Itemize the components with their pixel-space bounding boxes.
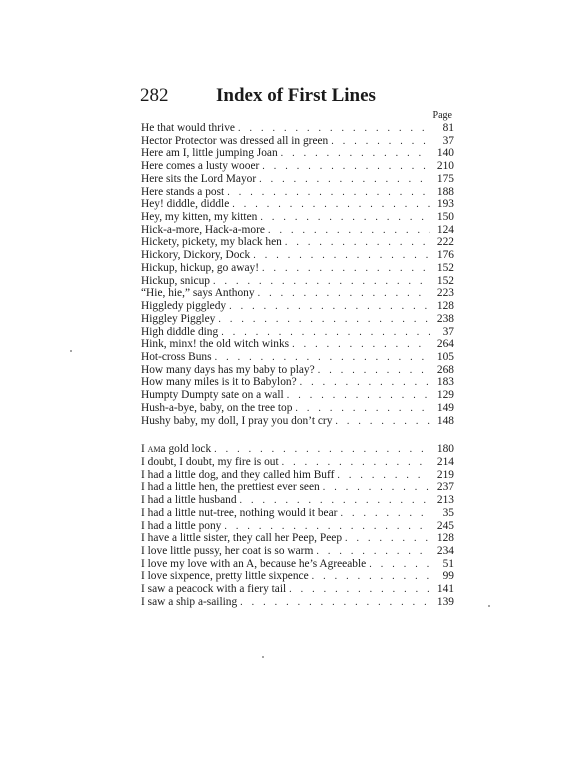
dot-leader	[309, 571, 430, 583]
scan-speck	[262, 656, 264, 658]
index-entry	[141, 147, 454, 160]
dot-leader	[320, 482, 430, 494]
index-entry	[141, 443, 454, 456]
index-entry	[141, 300, 454, 313]
index-entry	[141, 494, 454, 507]
index-entry	[141, 376, 454, 389]
entry-first-line: I saw a peacock with a fiery tail	[141, 583, 287, 596]
entry-page-number: 219	[436, 468, 454, 481]
entry-first-line: I had a little hen, the prettiest ever seen	[141, 481, 320, 494]
dot-leader	[278, 148, 430, 160]
dot-leader	[342, 533, 430, 545]
dot-leader	[257, 212, 430, 224]
entry-first-line: I had a little dog, and they called him Buff	[141, 468, 335, 481]
entry-first-line: Here comes a lusty wooer	[141, 160, 260, 173]
entry-page-number: 180	[436, 443, 454, 456]
entry-page-number: 214	[436, 455, 454, 468]
index-entry	[141, 249, 454, 262]
entry-page-number: 237	[436, 481, 454, 494]
index-entry	[141, 364, 454, 377]
entry-first-line: I love little pussy, her coat is so warm	[141, 545, 314, 557]
index-entry	[141, 122, 454, 135]
entry-first-line: I saw a ship a-sailing	[141, 595, 238, 608]
entry-page-number: 222	[436, 236, 454, 249]
index-entry	[141, 389, 454, 402]
dot-leader	[255, 288, 430, 300]
dot-leader	[259, 263, 430, 275]
dot-leader	[218, 327, 430, 339]
index-entry	[141, 456, 454, 469]
entry-first-line: “Hie, hie,” says Anthony	[141, 287, 255, 300]
entry-first-line: Hickory, Dickory, Dock	[141, 249, 251, 262]
entry-page-number: 188	[436, 185, 454, 198]
index-entry	[141, 211, 454, 224]
index-entry	[141, 173, 454, 186]
index-entry	[141, 262, 454, 275]
dot-leader	[215, 314, 430, 326]
index-entry	[141, 287, 454, 300]
dot-leader	[212, 352, 430, 364]
dot-leader	[279, 457, 430, 469]
entry-page-number: 238	[436, 312, 454, 325]
dot-leader	[221, 521, 430, 533]
entry-page-number: 183	[436, 376, 454, 389]
page-number: 282	[140, 85, 169, 106]
entry-first-line: Here sits the Lord Mayor	[141, 172, 257, 185]
index-entry	[141, 507, 454, 520]
entry-first-line: a gold lock	[160, 443, 212, 456]
index-entry	[141, 481, 454, 494]
index-entry	[141, 469, 454, 482]
dot-leader	[237, 495, 430, 507]
entry-page-number: 129	[436, 389, 454, 402]
entry-first-words: I am	[141, 443, 161, 456]
dot-leader	[334, 470, 430, 482]
entry-page-number: 141	[436, 583, 454, 596]
entry-first-line: I doubt, I doubt, my fire is out	[141, 455, 279, 468]
dot-leader	[337, 508, 430, 520]
scan-speck	[70, 350, 72, 352]
dot-leader	[284, 390, 430, 402]
dot-leader	[282, 237, 430, 249]
entry-first-line: Hey! diddle, diddle	[141, 198, 230, 211]
index-entry	[141, 415, 454, 428]
index-entry	[141, 236, 454, 249]
dot-leader	[229, 199, 430, 211]
index-entries	[141, 122, 454, 609]
entry-first-line: How many days has my baby to play?	[141, 363, 315, 376]
entry-first-line: Hushy baby, my doll, I pray you don’t cry	[141, 414, 333, 427]
page-title: Index of First Lines	[216, 85, 376, 106]
dot-leader	[292, 403, 430, 415]
index-entry	[141, 275, 454, 288]
entry-first-line: I love my love with an A, because he’s Agreeable	[141, 557, 367, 570]
entry-page-number: 35	[442, 506, 454, 519]
entry-page-number: 37	[442, 134, 454, 147]
entry-first-line: Hink, minx! the old witch winks	[141, 338, 290, 351]
dot-leader	[332, 416, 430, 428]
entry-page-number: 140	[436, 147, 454, 160]
page-column-heading: Page	[432, 110, 452, 121]
entry-first-line: High diddle ding	[141, 325, 219, 338]
entry-page-number: 268	[436, 363, 454, 376]
index-entry	[141, 313, 454, 326]
index-entry	[141, 532, 454, 545]
entry-first-line: Higgley Piggley	[141, 312, 216, 325]
index-entry	[141, 520, 454, 533]
dot-leader	[256, 174, 430, 186]
index-entry	[141, 186, 454, 199]
entry-first-line: Hot-cross Buns	[141, 350, 212, 363]
entry-first-line: Higgledy piggledy	[141, 300, 227, 313]
entry-page-number: 210	[436, 160, 454, 173]
dot-leader	[366, 559, 430, 571]
entry-page-number: 149	[436, 401, 454, 414]
dot-leader	[226, 301, 430, 313]
entry-first-line: Here stands a post	[141, 185, 225, 198]
index-entry	[141, 596, 454, 609]
entry-first-line: I had a little nut-tree, nothing would it bear	[141, 506, 338, 519]
entry-first-line: Hickety, pickety, my black hen	[141, 236, 282, 249]
dot-leader	[259, 161, 430, 173]
entry-page-number: 245	[436, 519, 454, 532]
entry-page-number: 152	[436, 274, 454, 287]
entry-page-number: 99	[442, 570, 454, 583]
entry-page-number: 128	[436, 532, 454, 545]
index-entry	[141, 338, 454, 351]
dot-leader	[297, 377, 430, 389]
entry-first-line: How many miles is it to Babylon?	[141, 376, 297, 389]
scan-speck	[488, 605, 490, 607]
dot-leader	[224, 187, 430, 199]
entry-page-number: 213	[436, 494, 454, 507]
index-entry	[141, 160, 454, 173]
index-entry	[141, 583, 454, 596]
dot-leader	[211, 444, 430, 456]
dot-leader	[315, 365, 430, 377]
group-gap	[141, 427, 454, 443]
entry-first-line: Hey, my kitten, my kitten	[141, 211, 258, 224]
entry-page-number: 148	[436, 414, 454, 427]
dot-leader	[265, 225, 430, 237]
index-entry	[141, 402, 454, 415]
dot-leader	[210, 276, 430, 288]
entry-first-line: Hickup, snicup	[141, 274, 210, 287]
entry-page-number: 124	[436, 223, 454, 236]
entry-page-number: 37	[442, 325, 454, 338]
entry-first-line: Hush-a-bye, baby, on the tree top	[141, 401, 293, 414]
index-entry	[141, 351, 454, 364]
entry-page-number: 176	[436, 249, 454, 262]
entry-page-number: 81	[442, 122, 454, 134]
entry-page-number: 223	[436, 287, 454, 300]
entry-first-line: Hickup, hickup, go away!	[141, 261, 259, 274]
dot-leader	[289, 339, 430, 351]
index-entry	[141, 198, 454, 211]
index-entry	[141, 570, 454, 583]
entry-first-line: Hector Protector was dressed all in green	[141, 134, 329, 147]
entry-first-line: Here am I, little jumping Joan	[141, 147, 278, 160]
entry-first-line: I had a little husband	[141, 494, 237, 507]
entry-first-line: Humpty Dumpty sate on a wall	[141, 389, 284, 402]
entry-first-line: I have a little sister, they call her Peep, Peep	[141, 532, 343, 545]
entry-page-number: 152	[436, 261, 454, 274]
entry-first-line: He that would thrive	[141, 122, 235, 134]
entry-page-number: 175	[436, 172, 454, 185]
dot-leader	[328, 136, 430, 148]
dot-leader	[313, 546, 430, 558]
entry-page-number: 128	[436, 300, 454, 313]
entry-page-number: 264	[436, 338, 454, 351]
entry-first-line: I had a little pony	[141, 519, 222, 532]
index-entry	[141, 224, 454, 237]
entry-page-number: 139	[436, 595, 454, 608]
entry-page-number: 193	[436, 198, 454, 211]
entry-page-number: 105	[436, 350, 454, 363]
dot-leader	[286, 584, 430, 596]
entry-first-line: I love sixpence, pretty little sixpence	[141, 570, 309, 583]
entry-first-line: Hick-a-more, Hack-a-more	[141, 223, 265, 236]
index-entry	[141, 326, 454, 339]
dot-leader	[250, 250, 430, 262]
entry-page-number: 150	[436, 211, 454, 224]
index-entry	[141, 558, 454, 571]
index-entry	[141, 545, 454, 558]
dot-leader	[235, 123, 430, 135]
dot-leader	[237, 597, 430, 609]
entry-page-number: 51	[442, 557, 454, 570]
entry-page-number: 234	[436, 545, 454, 557]
index-entry	[141, 135, 454, 148]
